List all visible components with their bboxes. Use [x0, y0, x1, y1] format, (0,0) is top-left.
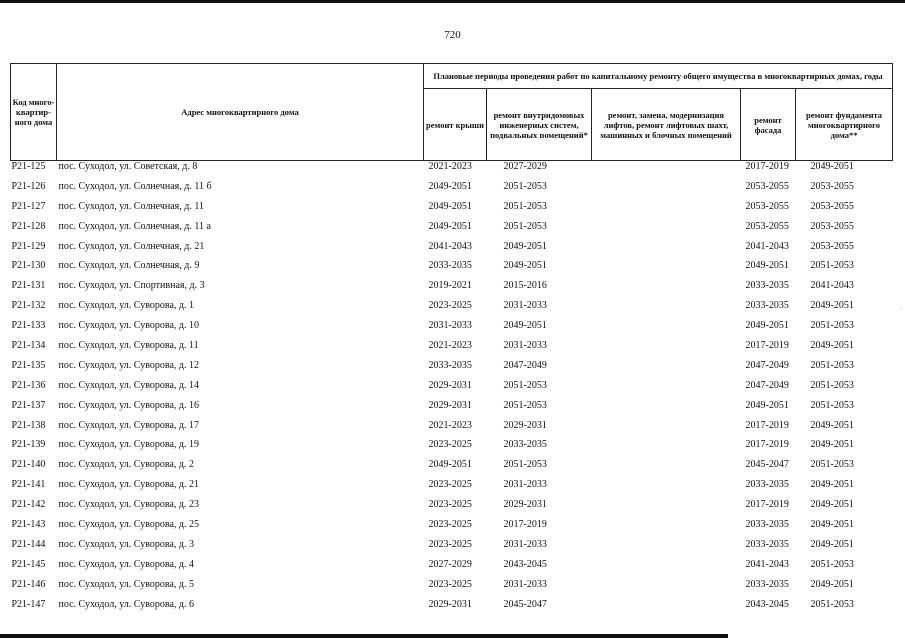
table-row [11, 380, 893, 400]
cell-roof-repair: 2023-2025 [428, 479, 472, 491]
cell-roof-repair: 2049-2051 [428, 200, 472, 212]
cell-foundation-repair: 2051-2053 [810, 399, 854, 411]
cell-roof-repair: 2019-2021 [428, 280, 472, 292]
cell-roof-repair: 2023-2025 [428, 578, 472, 590]
cell-address: пос. Суходол, ул. Солнечная, д. 11 б [58, 180, 212, 192]
header-address: Адрес многоквартирного дома [57, 64, 424, 161]
cell-elevator-repair [592, 340, 741, 360]
cell-facade-repair: 2017-2019 [745, 499, 789, 511]
cell-roof-repair: 2049-2051 [428, 180, 472, 192]
cell-facade-repair: 2053-2055 [745, 200, 789, 212]
cell-code: P21-131 [11, 280, 46, 292]
cell-code: P21-139 [11, 439, 46, 451]
cell-roof-repair: 2021-2023 [428, 161, 472, 172]
cell-code: P21-126 [11, 180, 46, 192]
cell-elevator-repair [592, 499, 741, 519]
cell-facade-repair: 2017-2019 [745, 439, 789, 451]
cell-facade-repair: 2033-2035 [745, 479, 789, 491]
cell-foundation-repair: 2049-2051 [810, 519, 854, 531]
cell-engineering-repair: 2017-2019 [503, 519, 547, 531]
table-row [11, 340, 893, 360]
cell-address: пос. Суходол, ул. Суворова, д. 2 [58, 459, 194, 471]
cell-elevator-repair [592, 280, 741, 300]
capital-repair-schedule-table [10, 63, 893, 618]
table-row [11, 300, 893, 320]
cell-facade-repair: 2033-2035 [745, 538, 789, 550]
table-row [11, 420, 893, 440]
cell-elevator-repair [592, 201, 741, 221]
cell-roof-repair: 2021-2023 [428, 419, 472, 431]
cell-facade-repair: 2033-2035 [745, 519, 789, 531]
cell-engineering-repair: 2051-2053 [503, 379, 547, 391]
cell-code: P21-145 [11, 558, 46, 570]
cell-roof-repair: 2029-2031 [428, 379, 472, 391]
cell-engineering-repair: 2029-2031 [503, 419, 547, 431]
scan-edge-mark: · [900, 305, 903, 314]
cell-address: пос. Суходол, ул. Суворова, д. 1 [58, 300, 194, 312]
cell-roof-repair: 2029-2031 [428, 399, 472, 411]
cell-facade-repair: 2047-2049 [745, 379, 789, 391]
cell-elevator-repair [592, 519, 741, 539]
cell-foundation-repair: 2051-2053 [810, 260, 854, 272]
cell-foundation-repair: 2049-2051 [810, 161, 854, 172]
cell-address: пос. Суходол, ул. Суворова, д. 11 [58, 340, 199, 352]
cell-roof-repair: 2023-2025 [428, 439, 472, 451]
cell-foundation-repair: 2053-2055 [810, 200, 854, 212]
cell-engineering-repair: 2051-2053 [503, 200, 547, 212]
cell-engineering-repair: 2051-2053 [503, 220, 547, 232]
cell-elevator-repair [592, 320, 741, 340]
cell-elevator-repair [592, 459, 741, 479]
cell-engineering-repair: 2031-2033 [503, 340, 547, 352]
header-engineering-repair: ремонт внутридомовых инженерных систем, подвальных помещений* [487, 89, 592, 161]
cell-foundation-repair: 2051-2053 [810, 379, 854, 391]
cell-facade-repair: 2049-2051 [745, 399, 789, 411]
table-row [11, 320, 893, 340]
table-row [11, 479, 893, 499]
cell-code: P21-128 [11, 220, 46, 232]
cell-roof-repair: 2023-2025 [428, 519, 472, 531]
cell-roof-repair: 2023-2025 [428, 499, 472, 511]
cell-roof-repair: 2033-2035 [428, 260, 472, 272]
cell-address: пос. Суходол, ул. Суворова, д. 25 [58, 519, 199, 531]
table-row [11, 201, 893, 221]
cell-code: P21-134 [11, 340, 46, 352]
cell-code: P21-135 [11, 359, 46, 371]
cell-code: P21-140 [11, 459, 46, 471]
cell-roof-repair: 2023-2025 [428, 300, 472, 312]
cell-code: P21-137 [11, 399, 46, 411]
cell-address: пос. Суходол, ул. Суворова, д. 5 [58, 578, 194, 590]
cell-address: пос. Суходол, ул. Суворова, д. 12 [58, 359, 199, 371]
cell-address: пос. Суходол, ул. Солнечная, д. 11 а [58, 220, 211, 232]
table-row [11, 579, 893, 599]
cell-roof-repair: 2031-2033 [428, 320, 472, 332]
cell-code: P21-125 [11, 161, 46, 172]
cell-facade-repair: 2041-2043 [745, 558, 789, 570]
cell-address: пос. Суходол, ул. Суворова, д. 23 [58, 499, 199, 511]
cell-address: пос. Суходол, ул. Суворова, д. 10 [58, 320, 199, 332]
cell-elevator-repair [592, 221, 741, 241]
cell-foundation-repair: 2049-2051 [810, 439, 854, 451]
top-border-rule [0, 0, 905, 3]
cell-foundation-repair: 2051-2053 [810, 320, 854, 332]
cell-elevator-repair [592, 539, 741, 559]
cell-engineering-repair: 2049-2051 [503, 240, 547, 252]
cell-roof-repair: 2029-2031 [428, 598, 472, 610]
cell-code: P21-133 [11, 320, 46, 332]
table-row [11, 519, 893, 539]
cell-code: P21-136 [11, 379, 46, 391]
cell-code: P21-147 [11, 598, 46, 610]
cell-foundation-repair: 2053-2055 [810, 240, 854, 252]
cell-elevator-repair [592, 300, 741, 320]
cell-foundation-repair: 2049-2051 [810, 578, 854, 590]
table-row [11, 599, 893, 619]
table-body [11, 161, 893, 619]
cell-code: P21-130 [11, 260, 46, 272]
cell-engineering-repair: 2033-2035 [503, 439, 547, 451]
cell-facade-repair: 2043-2045 [745, 598, 789, 610]
cell-facade-repair: 2049-2051 [745, 320, 789, 332]
header-roof-repair: ремонт крыши [424, 89, 487, 161]
cell-code: P21-132 [11, 300, 46, 312]
table-row [11, 161, 893, 181]
cell-code: P21-146 [11, 578, 46, 590]
table-row [11, 241, 893, 261]
cell-facade-repair: 2049-2051 [745, 260, 789, 272]
cell-code: P21-129 [11, 240, 46, 252]
table-row [11, 439, 893, 459]
cell-elevator-repair [592, 420, 741, 440]
bottom-border-rule [0, 634, 728, 638]
table-row [11, 181, 893, 201]
cell-roof-repair: 2027-2029 [428, 558, 472, 570]
header-elevator-repair: ремонт, замена, модернизация лифтов, ремонт лифтовых шахт, машинных и блочных помещений [592, 89, 741, 161]
cell-elevator-repair [592, 360, 741, 380]
cell-elevator-repair [592, 599, 741, 619]
table-row [11, 400, 893, 420]
table-row [11, 221, 893, 241]
cell-address: пос. Суходол, ул. Суворова, д. 4 [58, 558, 194, 570]
cell-facade-repair: 2017-2019 [745, 340, 789, 352]
cell-address: пос. Суходол, ул. Солнечная, д. 21 [58, 240, 205, 252]
cell-address: пос. Суходол, ул. Солнечная, д. 9 [58, 260, 200, 272]
cell-elevator-repair [592, 439, 741, 459]
cell-roof-repair: 2049-2051 [428, 459, 472, 471]
cell-engineering-repair: 2049-2051 [503, 260, 547, 272]
cell-roof-repair: 2033-2035 [428, 359, 472, 371]
cell-code: P21-142 [11, 499, 46, 511]
cell-foundation-repair: 2049-2051 [810, 419, 854, 431]
cell-roof-repair: 2023-2025 [428, 538, 472, 550]
cell-foundation-repair: 2041-2043 [810, 280, 854, 292]
cell-foundation-repair: 2049-2051 [810, 300, 854, 312]
cell-facade-repair: 2053-2055 [745, 220, 789, 232]
cell-code: P21-141 [11, 479, 46, 491]
cell-elevator-repair [592, 479, 741, 499]
cell-foundation-repair: 2049-2051 [810, 538, 854, 550]
cell-code: P21-143 [11, 519, 46, 531]
cell-facade-repair: 2041-2043 [745, 240, 789, 252]
table-header [11, 64, 893, 161]
page-number: 720 [444, 29, 461, 41]
table-row [11, 260, 893, 280]
cell-elevator-repair [592, 161, 741, 181]
cell-facade-repair: 2045-2047 [745, 459, 789, 471]
table-row [11, 459, 893, 479]
cell-engineering-repair: 2031-2033 [503, 300, 547, 312]
cell-engineering-repair: 2031-2033 [503, 578, 547, 590]
cell-engineering-repair: 2027-2029 [503, 161, 547, 172]
cell-facade-repair: 2033-2035 [745, 280, 789, 292]
header-foundation-repair: ремонт фундамента многоквартирного дома** [796, 89, 893, 161]
cell-roof-repair: 2021-2023 [428, 340, 472, 352]
cell-engineering-repair: 2015-2016 [503, 280, 547, 292]
cell-elevator-repair [592, 380, 741, 400]
cell-facade-repair: 2033-2035 [745, 300, 789, 312]
cell-foundation-repair: 2051-2053 [810, 459, 854, 471]
cell-address: пос. Суходол, ул. Суворова, д. 6 [58, 598, 194, 610]
cell-address: пос. Суходол, ул. Суворова, д. 19 [58, 439, 199, 451]
cell-address: пос. Суходол, ул. Спортивная, д. 3 [58, 280, 205, 292]
cell-address: пос. Суходол, ул. Суворова, д. 14 [58, 379, 199, 391]
cell-facade-repair: 2033-2035 [745, 578, 789, 590]
cell-engineering-repair: 2051-2053 [503, 399, 547, 411]
cell-facade-repair: 2047-2049 [745, 359, 789, 371]
cell-elevator-repair [592, 579, 741, 599]
cell-foundation-repair: 2051-2053 [810, 359, 854, 371]
cell-engineering-repair: 2045-2047 [503, 598, 547, 610]
cell-engineering-repair: 2051-2053 [503, 180, 547, 192]
cell-engineering-repair: 2049-2051 [503, 320, 547, 332]
cell-elevator-repair [592, 181, 741, 201]
cell-engineering-repair: 2043-2045 [503, 558, 547, 570]
cell-foundation-repair: 2049-2051 [810, 499, 854, 511]
cell-address: пос. Суходол, ул. Советская, д. 8 [58, 161, 198, 172]
cell-engineering-repair: 2051-2053 [503, 459, 547, 471]
cell-foundation-repair: 2053-2055 [810, 180, 854, 192]
cell-address: пос. Суходол, ул. Суворова, д. 21 [58, 479, 199, 491]
cell-elevator-repair [592, 260, 741, 280]
cell-address: пос. Суходол, ул. Суворова, д. 16 [58, 399, 199, 411]
table-row [11, 539, 893, 559]
cell-facade-repair: 2017-2019 [745, 161, 789, 172]
cell-foundation-repair: 2051-2053 [810, 558, 854, 570]
table-row [11, 559, 893, 579]
cell-engineering-repair: 2031-2033 [503, 538, 547, 550]
cell-code: P21-144 [11, 538, 46, 550]
cell-engineering-repair: 2031-2033 [503, 479, 547, 491]
cell-roof-repair: 2049-2051 [428, 220, 472, 232]
cell-engineering-repair: 2029-2031 [503, 499, 547, 511]
cell-address: пос. Суходол, ул. Солнечная, д. 11 [58, 200, 204, 212]
cell-code: P21-138 [11, 419, 46, 431]
header-facade-repair: ремонт фасада [741, 89, 796, 161]
cell-address: пос. Суходол, ул. Суворова, д. 17 [58, 419, 199, 431]
cell-address: пос. Суходол, ул. Суворова, д. 3 [58, 538, 194, 550]
table-row [11, 499, 893, 519]
header-planned-periods: Плановые периоды проведения работ по капитальному ремонту общего имущества в многоквартирных домах, годы [424, 64, 893, 89]
cell-code: P21-127 [11, 200, 46, 212]
cell-foundation-repair: 2049-2051 [810, 479, 854, 491]
cell-foundation-repair: 2051-2053 [810, 598, 854, 610]
cell-foundation-repair: 2053-2055 [810, 220, 854, 232]
cell-roof-repair: 2041-2043 [428, 240, 472, 252]
cell-elevator-repair [592, 559, 741, 579]
cell-elevator-repair [592, 400, 741, 420]
header-code: Код много-квартир-ного дома [11, 64, 57, 161]
cell-facade-repair: 2053-2055 [745, 180, 789, 192]
cell-facade-repair: 2017-2019 [745, 419, 789, 431]
table-row [11, 360, 893, 380]
table-row [11, 280, 893, 300]
cell-engineering-repair: 2047-2049 [503, 359, 547, 371]
cell-foundation-repair: 2049-2051 [810, 340, 854, 352]
cell-elevator-repair [592, 241, 741, 261]
